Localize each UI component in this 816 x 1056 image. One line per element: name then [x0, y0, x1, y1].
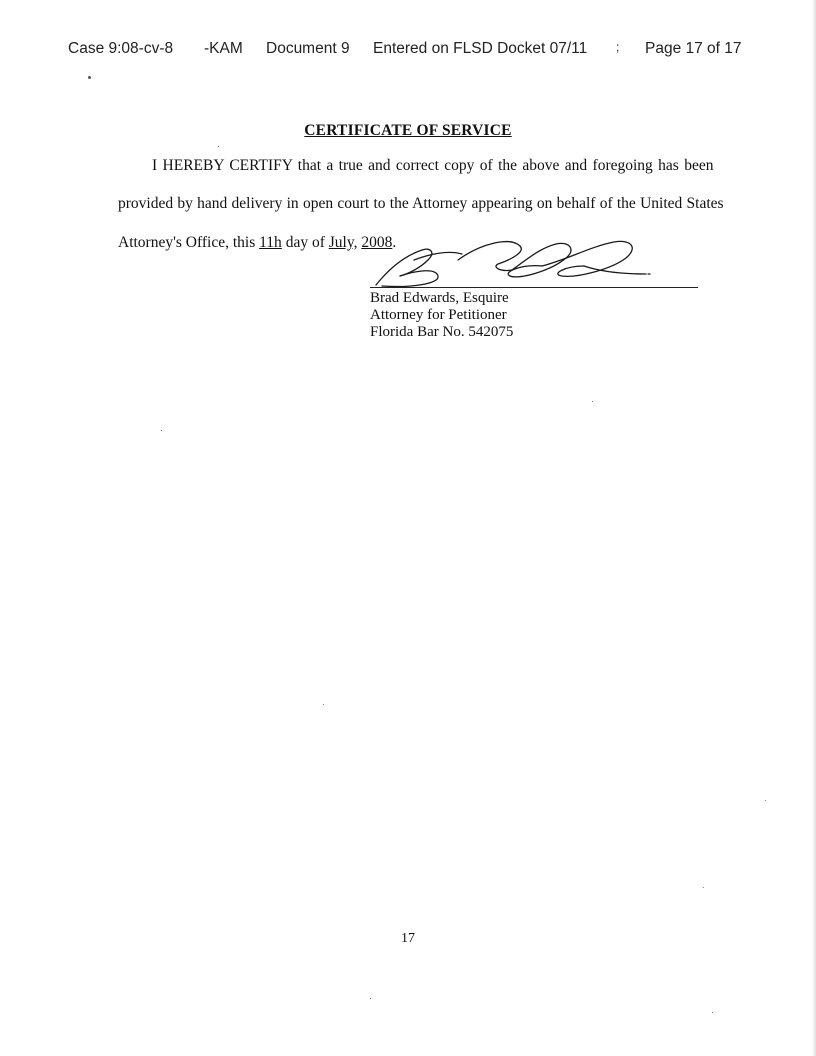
- header-entered-date: Entered on FLSD Docket 07/11: [373, 40, 588, 57]
- scan-speck: [592, 401, 593, 402]
- header-separator: ;: [616, 40, 620, 54]
- scan-speck: [323, 704, 324, 705]
- service-year: 2008: [361, 234, 393, 251]
- header-judge-code: -KAM: [204, 40, 243, 57]
- page-number: 17: [401, 931, 415, 946]
- header-case-number: Case 9:08-cv-8: [68, 40, 174, 57]
- scan-speck: [161, 430, 162, 431]
- service-month: July,: [328, 234, 358, 251]
- signature-line: [370, 287, 698, 288]
- scan-speck: [765, 800, 766, 801]
- service-day: 11h: [259, 234, 282, 251]
- signer-name: Brad Edwards, Esquire: [370, 290, 509, 306]
- line3-end: .: [392, 234, 397, 251]
- scan-speck: [218, 146, 219, 147]
- header-document-number: Document 9: [266, 40, 350, 57]
- signer-role: Attorney for Petitioner: [370, 307, 507, 323]
- header-page-count: Page 17 of 17: [645, 40, 742, 57]
- signer-bar-number: Florida Bar No. 542075: [370, 324, 514, 340]
- scan-speck: [88, 76, 91, 79]
- scan-speck: [370, 998, 371, 999]
- certificate-text-line-2: provided by hand delivery in open court to the Attorney appearing on behalf of the United States: [118, 195, 724, 212]
- handwritten-signature: [370, 230, 670, 292]
- certificate-text-line-3: [118, 234, 396, 252]
- certificate-text-line-1: I HEREBY CERTIFY that a true and correct copy of the above and foregoing has been: [152, 157, 714, 174]
- signature-block: [370, 238, 700, 348]
- scan-speck: [712, 1012, 713, 1013]
- scan-speck: [703, 887, 704, 888]
- line3-mid: day of: [281, 234, 329, 251]
- certificate-title: CERTIFICATE OF SERVICE: [304, 122, 512, 139]
- docket-header: [68, 40, 748, 60]
- line3-prefix: Attorney's Office, this: [118, 234, 260, 251]
